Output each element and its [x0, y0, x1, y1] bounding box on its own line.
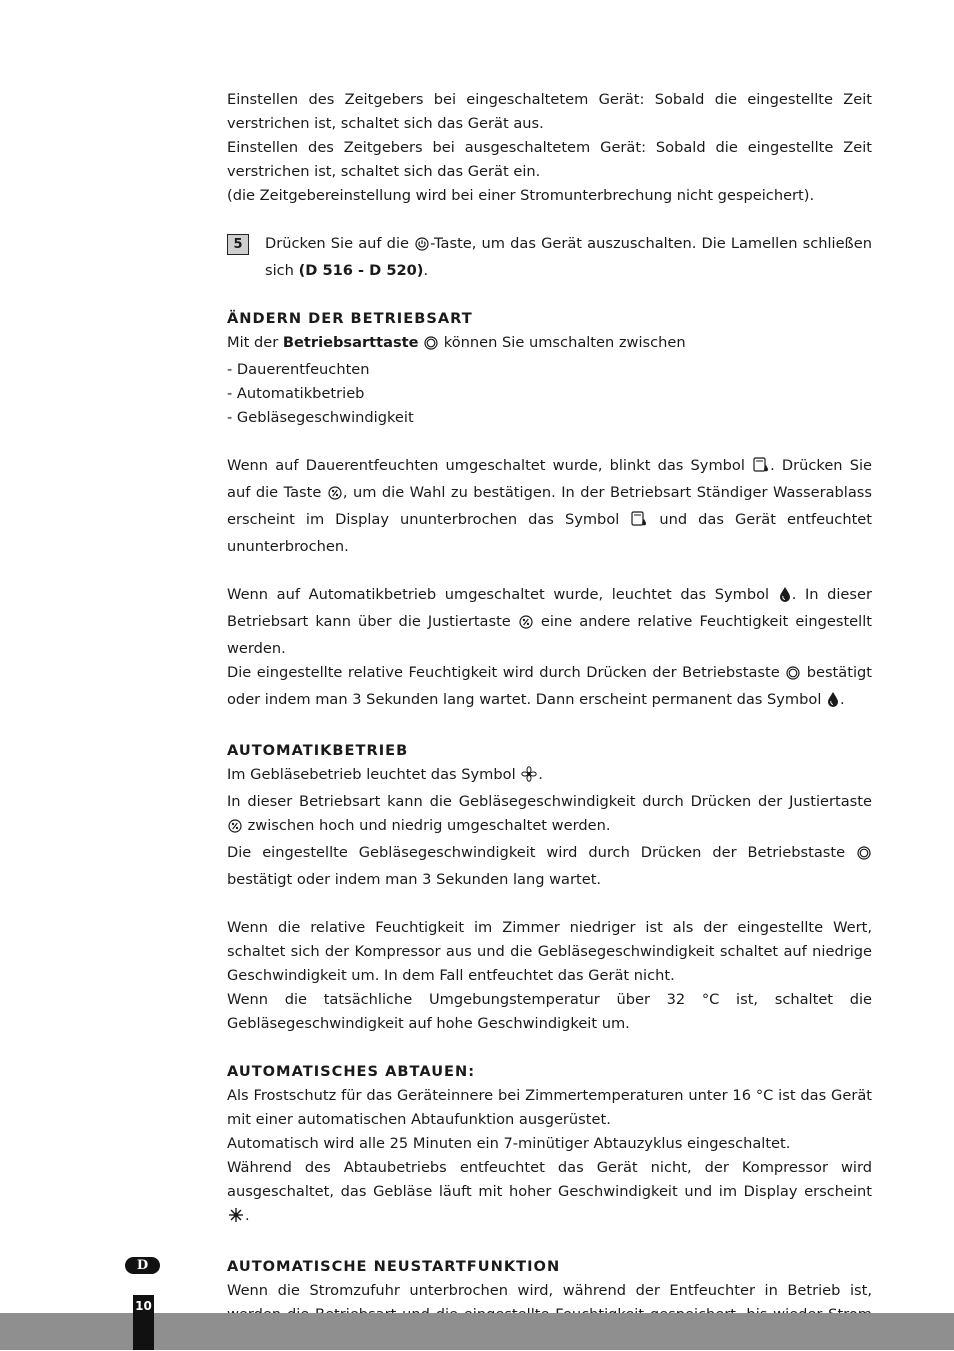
- defrost-cycle-paragraph: Automatisch wird alle 25 Minuten ein 7-minütiger Abtauzyklus eingeschaltet.: [227, 1135, 791, 1152]
- language-badge: D: [125, 1257, 160, 1274]
- mode-button-icon: [857, 844, 871, 868]
- humidity-confirm-paragraph: Die eingestellte relative Feuchtigkeit wird durch Drücken der Betriebstaste bestätigt oder indem man 3 Sekunden lang wartet. Dann erscheint permanent das Symbol .: [227, 661, 872, 715]
- mode-heading: ÄNDERN DER BETRIEBSART: [227, 310, 473, 327]
- mode-item-auto: - Automatikbetrieb: [227, 385, 365, 402]
- mode-intro: Mit der Betriebsarttaste können Sie umschalten zwischen: [227, 331, 872, 358]
- humidity-drop-icon: [779, 586, 791, 610]
- temperature-paragraph: Wenn die tatsächliche Umgebungstemperatur über 32 °C ist, schaltet die Gebläsegeschwindigkeit auf hohe Geschwindigkeit um.: [227, 991, 872, 1032]
- model-numbers: (D 516 - D 520): [298, 262, 424, 279]
- mode-item-continuous: - Dauerentfeuchten: [227, 361, 370, 378]
- defrost-icon: [228, 1207, 244, 1231]
- auto-heading: AUTOMATIKBETRIEB: [227, 742, 409, 759]
- frost-protection-paragraph: Als Frostschutz für das Geräteinnere bei Zimmertemperaturen unter 16 °C ist das Gerät mit einer automatischen Abtaufunktion ausgerüstet.: [227, 1087, 872, 1128]
- fan-symbol-paragraph: Im Gebläsebetrieb leuchtet das Symbol .: [227, 763, 872, 790]
- restart-paragraph: Wenn die Stromzufuhr unterbrochen wird, während der Entfeuchter in Betrieb ist,: [227, 1282, 872, 1299]
- mode-button-icon: [786, 664, 800, 688]
- step-number: 5: [227, 234, 249, 255]
- step-5-text: Drücken Sie auf die -Taste, um das Gerät auszuschalten. Die Lamellen schließen sich (D 516 - D 520).: [265, 235, 872, 279]
- power-icon: [415, 235, 429, 259]
- continuous-drain-icon: [753, 457, 769, 481]
- step-5: [227, 232, 872, 283]
- timer-note-paragraph: (die Zeitgebereinstellung wird bei einer Stromunterbrechung nicht gespeichert).: [227, 187, 815, 204]
- timer-on-paragraph: Einstellen des Zeitgebers bei eingeschaltetem Gerät: Sobald die eingestellte Zeit verstrichen ist, schaltet sich das Gerät aus.: [227, 91, 872, 132]
- adjust-button-icon: [228, 817, 242, 841]
- adjust-button-icon: [328, 484, 342, 508]
- compressor-paragraph: Wenn die relative Feuchtigkeit im Zimmer niedriger ist als der eingestellte Wert, schaltet sich der Kompressor aus und die Gebläsegeschwindigkeit schaltet auf niedrige Geschwindigkeit um. In dem Fall entfeuchtet das Gerät nicht.: [227, 919, 872, 984]
- page-number: 10: [133, 1295, 154, 1350]
- defrost-heading: AUTOMATISCHES ABTAUEN:: [227, 1063, 476, 1080]
- continuous-drain-icon: [631, 511, 647, 535]
- fan-icon: [521, 766, 537, 790]
- fan-speed-paragraph: In dieser Betriebsart kann die Gebläsegeschwindigkeit durch Drücken der Justiertaste zwischen hoch und niedrig umgeschaltet werden.: [227, 790, 872, 841]
- humidity-drop-icon: [827, 691, 839, 715]
- fan-confirm-paragraph: Die eingestellte Gebläsegeschwindigkeit wird durch Drücken der Betriebstaste bestätigt oder indem man 3 Sekunden lang wartet.: [227, 841, 872, 892]
- auto-mode-paragraph: Wenn auf Automatikbetrieb umgeschaltet wurde, leuchtet das Symbol . In dieser Betriebsart kann über die Justiertaste eine andere relative Feuchtigkeit eingestellt werden.: [227, 586, 872, 657]
- restart-heading: AUTOMATISCHE NEUSTARTFUNKTION: [227, 1258, 561, 1275]
- mode-item-fan: - Gebläsegeschwindigkeit: [227, 409, 414, 426]
- document-body: [227, 88, 872, 1351]
- defrost-operation-paragraph: Während des Abtaubetriebs entfeuchtet das Gerät nicht, der Kompressor wird ausgeschaltet, das Gebläse läuft mit hoher Geschwindigkeit und im Display erscheint .: [227, 1156, 872, 1231]
- mode-button-icon: [424, 334, 438, 358]
- continuous-paragraph: Wenn auf Dauerentfeuchten umgeschaltet wurde, blinkt das Symbol . Drücken Sie auf die Taste , um die Wahl zu bestätigen. In der Betriebsart Ständiger Wasserablass erscheint im Display ununterbrochen das Symbol und das Gerät entfeuchtet ununterbrochen.: [227, 457, 873, 555]
- adjust-button-icon: [519, 613, 533, 637]
- timer-off-paragraph: Einstellen des Zeitgebers bei ausgeschaltetem Gerät: Sobald die eingestellte Zeit verstrichen ist, schaltet sich das Gerät ein.: [227, 139, 872, 180]
